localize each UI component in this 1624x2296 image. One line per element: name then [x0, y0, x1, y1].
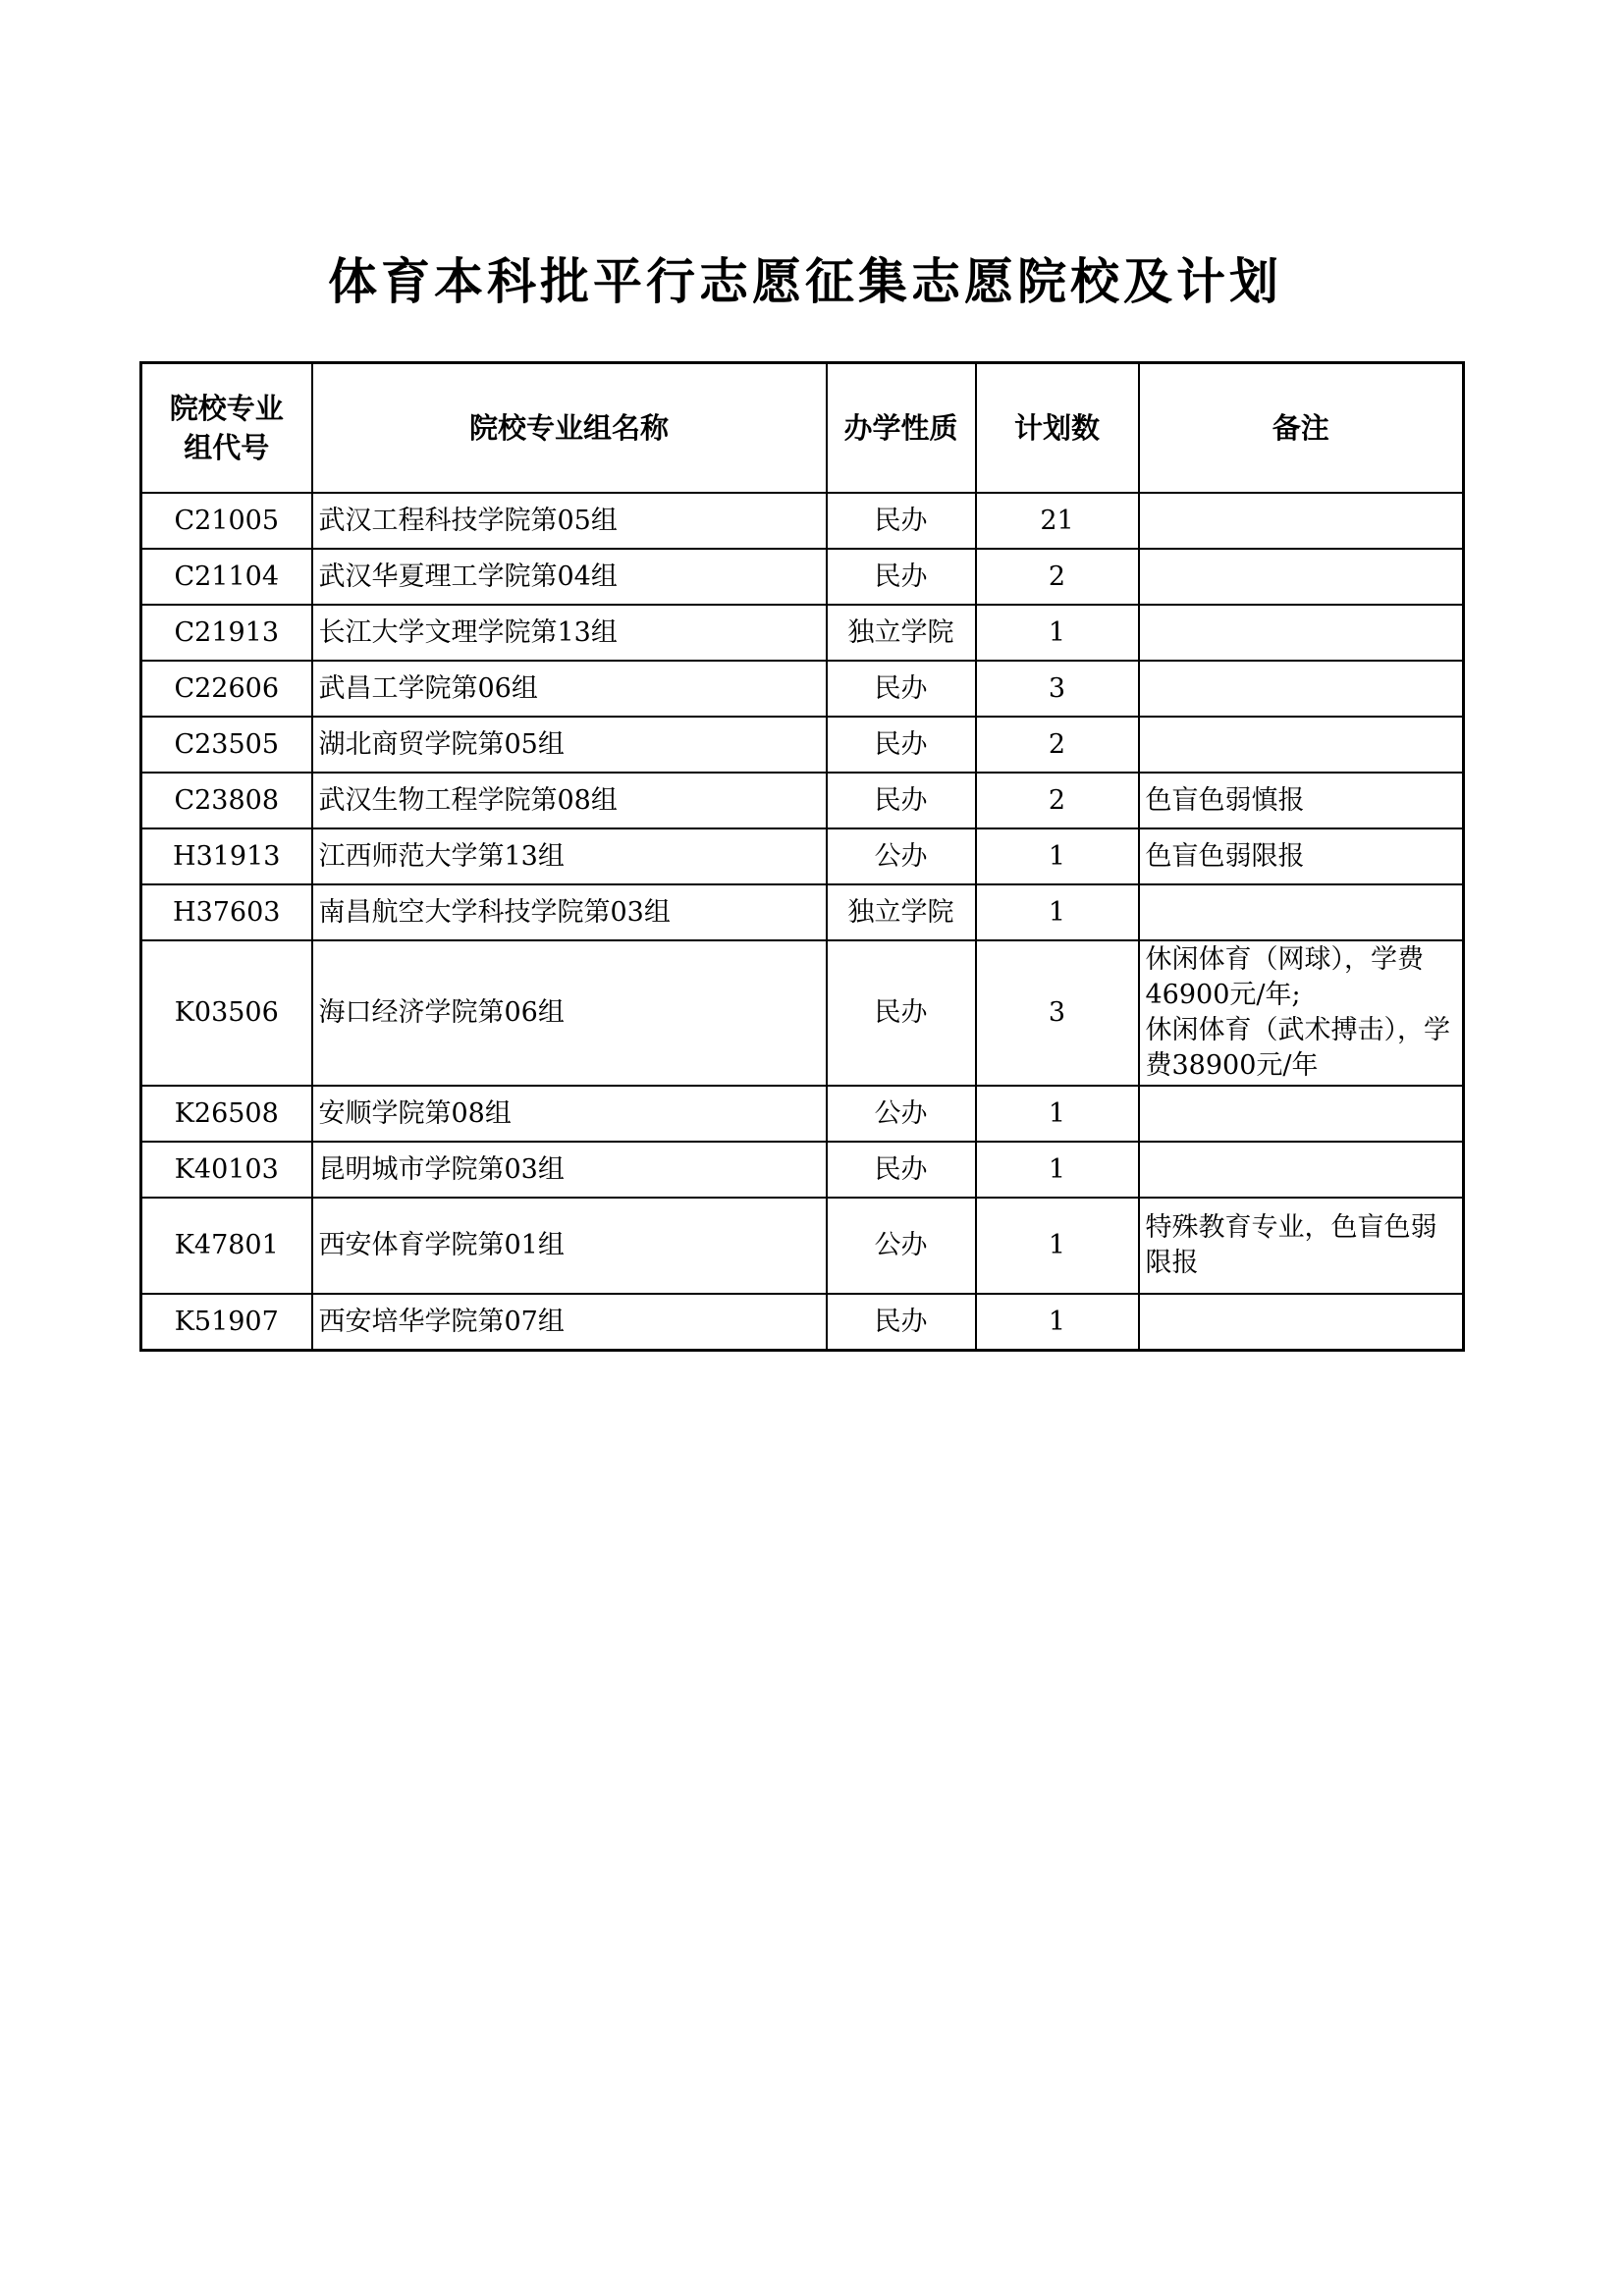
cell-note — [1139, 493, 1464, 549]
cell-name: 南昌航空大学科技学院第03组 — [312, 884, 827, 940]
cell-count: 2 — [976, 549, 1139, 605]
table-row — [141, 884, 1464, 940]
cell-note: 色盲色弱慎报 — [1139, 773, 1464, 828]
cell-note-line: 休闲体育（网球），学费46900元/年; — [1145, 944, 1424, 1010]
table-header-row — [141, 363, 1464, 494]
page-title: 体育本科批平行志愿征集志愿院校及计划 — [328, 253, 1282, 310]
cell-type: 民办 — [827, 717, 976, 773]
cell-name: 江西师范大学第13组 — [312, 828, 827, 884]
cell-name: 武昌工学院第06组 — [312, 661, 827, 717]
table-row — [141, 1086, 1464, 1142]
cell-code: K47801 — [141, 1198, 312, 1294]
cell-count: 1 — [976, 605, 1139, 661]
cell-type: 公办 — [827, 1198, 976, 1294]
cell-type: 民办 — [827, 773, 976, 828]
table-row — [141, 493, 1464, 549]
column-header-code-line2: 组代号 — [184, 431, 270, 464]
table-row — [141, 605, 1464, 661]
cell-count: 2 — [976, 717, 1139, 773]
cell-code: C23808 — [141, 773, 312, 828]
table-row — [141, 1198, 1464, 1294]
column-header-count: 计划数 — [976, 363, 1139, 494]
table-row — [141, 1294, 1464, 1351]
column-header-type: 办学性质 — [827, 363, 976, 494]
cell-name: 昆明城市学院第03组 — [312, 1142, 827, 1198]
cell-name: 安顺学院第08组 — [312, 1086, 827, 1142]
plan-table — [139, 361, 1465, 1352]
cell-note — [1139, 940, 1464, 1086]
cell-note — [1139, 549, 1464, 605]
cell-code: K51907 — [141, 1294, 312, 1351]
table-row — [141, 549, 1464, 605]
cell-count: 1 — [976, 828, 1139, 884]
cell-type: 独立学院 — [827, 884, 976, 940]
cell-note — [1139, 1294, 1464, 1351]
cell-type: 民办 — [827, 661, 976, 717]
cell-code: H31913 — [141, 828, 312, 884]
cell-code: C21104 — [141, 549, 312, 605]
cell-note — [1139, 884, 1464, 940]
cell-note — [1139, 1142, 1464, 1198]
cell-code: K40103 — [141, 1142, 312, 1198]
cell-code: C21005 — [141, 493, 312, 549]
cell-code: H37603 — [141, 884, 312, 940]
cell-note — [1139, 661, 1464, 717]
cell-type: 公办 — [827, 828, 976, 884]
cell-name: 海口经济学院第06组 — [312, 940, 827, 1086]
cell-type: 民办 — [827, 1294, 976, 1351]
cell-name: 西安体育学院第01组 — [312, 1198, 827, 1294]
cell-note: 特殊教育专业，色盲色弱限报 — [1139, 1198, 1464, 1294]
cell-count: 21 — [976, 493, 1139, 549]
cell-count: 1 — [976, 1198, 1139, 1294]
cell-name: 长江大学文理学院第13组 — [312, 605, 827, 661]
cell-note-line: 休闲体育（武术搏击），学费38900元/年 — [1145, 1015, 1450, 1081]
column-header-name: 院校专业组名称 — [312, 363, 827, 494]
cell-note — [1139, 1086, 1464, 1142]
cell-type: 民办 — [827, 549, 976, 605]
cell-note — [1139, 605, 1464, 661]
cell-name: 西安培华学院第07组 — [312, 1294, 827, 1351]
cell-code: C21913 — [141, 605, 312, 661]
cell-name: 武汉工程科技学院第05组 — [312, 493, 827, 549]
cell-type: 公办 — [827, 1086, 976, 1142]
cell-type: 独立学院 — [827, 605, 976, 661]
cell-type: 民办 — [827, 1142, 976, 1198]
table-row — [141, 828, 1464, 884]
column-header-code — [141, 363, 312, 494]
cell-type: 民办 — [827, 493, 976, 549]
table-row — [141, 773, 1464, 828]
cell-code: K26508 — [141, 1086, 312, 1142]
cell-count: 1 — [976, 1142, 1139, 1198]
cell-name: 湖北商贸学院第05组 — [312, 717, 827, 773]
column-header-note: 备注 — [1139, 363, 1464, 494]
cell-name: 武汉生物工程学院第08组 — [312, 773, 827, 828]
cell-note: 色盲色弱限报 — [1139, 828, 1464, 884]
cell-count: 3 — [976, 661, 1139, 717]
cell-note — [1139, 717, 1464, 773]
column-header-code-line1: 院校专业 — [169, 392, 284, 425]
cell-count: 1 — [976, 884, 1139, 940]
cell-code: C23505 — [141, 717, 312, 773]
table-row — [141, 940, 1464, 1086]
cell-count: 1 — [976, 1294, 1139, 1351]
table-row — [141, 661, 1464, 717]
cell-count: 2 — [976, 773, 1139, 828]
cell-code: C22606 — [141, 661, 312, 717]
cell-count: 1 — [976, 1086, 1139, 1142]
cell-type: 民办 — [827, 940, 976, 1086]
cell-code: K03506 — [141, 940, 312, 1086]
cell-name: 武汉华夏理工学院第04组 — [312, 549, 827, 605]
cell-count: 3 — [976, 940, 1139, 1086]
table-row — [141, 1142, 1464, 1198]
table-row — [141, 717, 1464, 773]
